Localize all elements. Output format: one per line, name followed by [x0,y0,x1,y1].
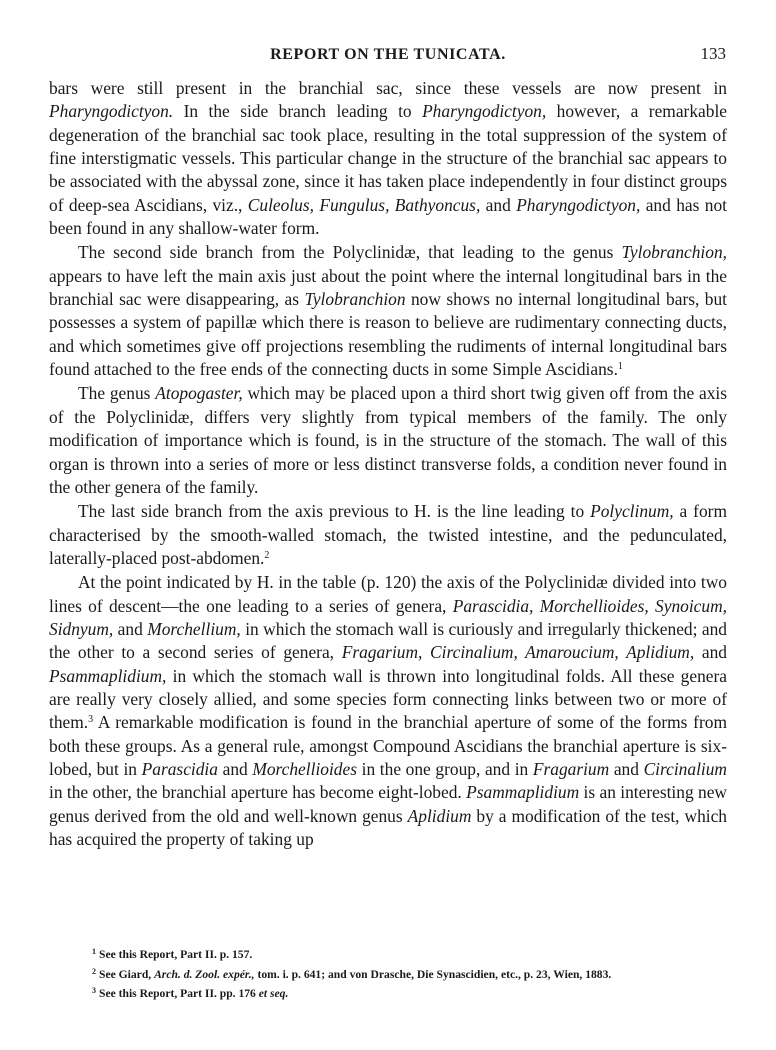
text-segment: in the one group, and in [357,758,533,779]
text-segment: however, a remarkable degeneration of the branchial sac took place, resulting in the total suppression of the system of fine interstigmatic vessels. This particular change in the structure of the branchial sac appears to be associated with the abyssal zone, since it has taken place independently in four distinct groups of deep-sea Ascidians, viz., [49,101,727,215]
italic-text: Tylobranchion, [621,242,727,263]
footnote-mark: 2 [92,966,96,976]
text-segment: and has not been found in any shallow-water form. [49,194,727,239]
text-segment: The last side branch from the axis previous to H. is the line leading to [78,501,591,522]
text-segment: bars were still present in the branchial sac, since these vessels are now present in [49,78,727,98]
text-segment: tom. i. p. 641; and von Drasche, Die Synascidien, etc., p. 23, Wien, 1883. [254,967,612,981]
footnotes [92,944,732,1003]
paragraph [49,571,727,851]
paragraph [49,77,727,240]
text-segment: At the point indicated by H. in the table (p. 120) the axis of the Polyclinidæ divided into two lines of descent—the one leading to a series of genera, [49,572,727,616]
italic-text: Polyclinum, [590,501,674,522]
text-segment: and [694,642,727,663]
italic-text: Morchellium, [147,618,241,639]
italic-text: Fragarium, Circinalium, Amaroucium, Aplidium, [341,642,695,663]
italic-text: Pharyngodictyon, [516,194,641,215]
running-title: REPORT ON THE TUNICATA. [270,46,506,63]
text-segment: in the other, the branchial aperture has become eight-lobed. [49,782,467,803]
text-segment: appears to have left the main axis just about the point where the internal longitudinal bars in the branchial sac were disappearing, as [49,265,727,310]
footnote-mark: 1 [92,947,96,956]
italic-text: Morchellioides [252,758,357,779]
page-header [0,44,776,68]
footnote [92,944,732,964]
italic-text: Pharyngodictyon, [422,101,547,122]
text-segment: in which the stomach wall is thrown into longitudinal folds. All these genera are really very closely allied, and some species form connecting links between two or more of them. [49,665,727,733]
italic-text: Psammaplidium [466,782,580,803]
footnote [92,964,732,984]
footnote-mark: 3 [92,986,96,995]
italic-text: Circinalium [643,758,727,779]
italic-text: Arch. d. Zool. expér., [154,967,255,981]
text-segment: In the side branch leading to [173,101,423,122]
italic-text: Psammaplidium, [49,665,167,686]
footnote-reference: 2 [264,549,270,561]
paragraph [49,241,727,381]
text-segment: is an interesting new genus derived from the old and well-known genus [49,782,727,826]
italic-text: Parascidia [141,758,218,779]
body-text [49,77,727,851]
italic-text: Aplidium [407,805,472,826]
italic-text: Atopogaster, [155,383,243,404]
text-segment: and [113,618,148,639]
paragraph [49,500,727,570]
text-segment: See Giard, [99,967,155,981]
text-segment: a form characterised by the smooth-walled stomach, the twisted intestine, and the pedunculated, laterally-placed post-abdomen. [49,501,727,568]
italic-text: et seq. [258,987,289,1000]
text-segment: The genus [78,383,156,404]
text-segment: and [609,758,644,779]
footnote-reference: 3 [88,714,94,726]
text-segment: in which the stomach wall is curiously and irregularly thickened; and the other to a second series of genera, [49,618,727,663]
paragraph [49,382,727,499]
text-segment: which may be placed upon a third short twig given off from the axis of the Polyclinidæ, differs very slightly from typical members of the family. The only modification of importance which is found, is in the structure of the stomach. The wall of this organ is thrown into a series of more or less distinct transverse folds, a condition never found in the other genera of the family. [49,383,728,497]
italic-text: Tylobranchion [304,289,406,310]
text-segment: See this Report, Part II. p. 157. [99,948,253,961]
page-number: 133 [700,44,726,63]
text-segment: by a modification of the test, which has acquired the property of taking up [49,805,728,849]
text-segment: A remarkable modification is found in the branchial aperture of some of the forms from both these groups. As a general rule, amongst Compound Ascidians the branchial aperture is six-lobed, but in [49,712,727,779]
text-segment: See this Report, Part II. pp. 176 [99,987,259,1000]
footnote [92,983,732,1003]
text-segment: The second side branch from the Polyclinidæ, that leading to the genus [78,242,622,263]
italic-text: Parascidia, Morchellioides, Synoicum, Sidnyum, [49,595,728,639]
text-segment: now shows no internal longitudinal bars, but possesses a system of papillæ which there is reason to believe are rudimentary connecting ducts, and which sometimes give off projections resembling the rudiments of internal longitudinal bars found attached to the free ends of the connecting ducts in some Simple Ascidians. [49,289,727,380]
italic-text: Fragarium [532,758,610,779]
text-segment: and [480,194,517,215]
italic-text: Culeolus, Fungulus, Bathyoncus, [247,194,481,215]
italic-text: Pharyngodictyon. [49,101,174,122]
text-segment: and [217,758,253,779]
footnote-reference: 1 [617,361,623,373]
